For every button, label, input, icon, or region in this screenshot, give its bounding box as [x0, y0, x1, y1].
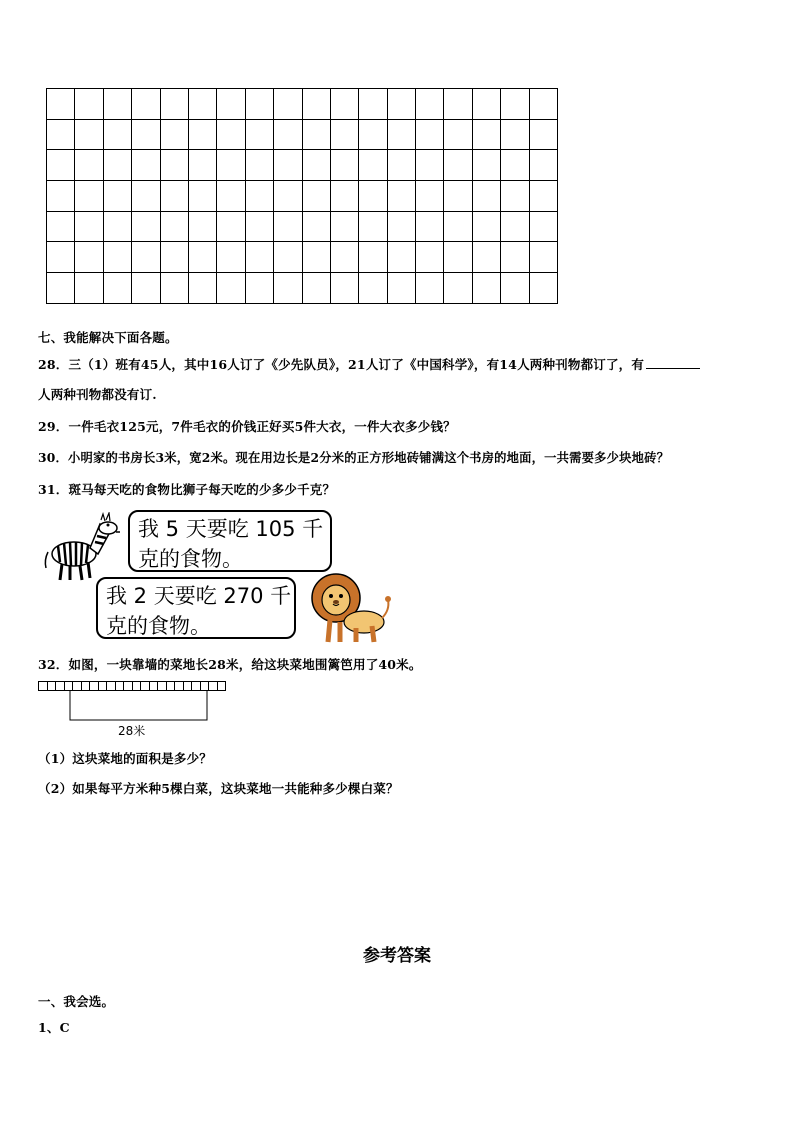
- grid-cell[interactable]: [529, 181, 557, 212]
- grid-cell[interactable]: [47, 181, 75, 212]
- grid-row: [47, 181, 558, 212]
- grid-cell[interactable]: [501, 273, 529, 304]
- grid-cell[interactable]: [444, 211, 472, 242]
- zebra-illustration: [40, 512, 120, 582]
- grid-cell[interactable]: [217, 89, 245, 120]
- lion-speech-bubble: [96, 577, 296, 639]
- grid-cell[interactable]: [359, 119, 387, 150]
- grid-cell[interactable]: [274, 273, 302, 304]
- grid-cell[interactable]: [529, 150, 557, 181]
- answer-grid: [46, 88, 558, 304]
- grid-cell[interactable]: [217, 242, 245, 273]
- grid-cell[interactable]: [302, 150, 330, 181]
- grid-cell[interactable]: [330, 150, 358, 181]
- grid-cell[interactable]: [444, 273, 472, 304]
- grid-cell[interactable]: [160, 242, 188, 273]
- grid-cell[interactable]: [472, 273, 500, 304]
- grid-cell[interactable]: [472, 242, 500, 273]
- grid-cell[interactable]: [160, 273, 188, 304]
- garden-figure: [66, 690, 212, 724]
- grid-cell[interactable]: [103, 273, 131, 304]
- grid-cell[interactable]: [75, 242, 103, 273]
- grid-cell[interactable]: [387, 273, 415, 304]
- grid-cell[interactable]: [416, 211, 444, 242]
- grid-cell[interactable]: [302, 181, 330, 212]
- grid-cell[interactable]: [245, 89, 273, 120]
- grid-cell[interactable]: [188, 150, 216, 181]
- grid-cell[interactable]: [529, 273, 557, 304]
- grid-cell[interactable]: [529, 242, 557, 273]
- zebra-speech-bubble: [128, 510, 332, 572]
- grid-cell[interactable]: [47, 89, 75, 120]
- grid-cell[interactable]: [416, 119, 444, 150]
- grid-cell[interactable]: [359, 273, 387, 304]
- grid-cell[interactable]: [387, 150, 415, 181]
- answer-blank[interactable]: [646, 356, 700, 369]
- grid-cell[interactable]: [245, 150, 273, 181]
- grid-cell[interactable]: [103, 119, 131, 150]
- grid-cell[interactable]: [529, 211, 557, 242]
- grid-cell[interactable]: [103, 211, 131, 242]
- grid-cell[interactable]: [330, 119, 358, 150]
- grid-cell[interactable]: [132, 181, 160, 212]
- zebra-bubble-line-2: 克的食物。: [138, 547, 243, 571]
- grid-cell[interactable]: [472, 89, 500, 120]
- question-29: 29．一件毛衣125元，7件毛衣的价钱正好买5件大衣，一件大衣多少钱？: [38, 419, 456, 434]
- grid-cell[interactable]: [132, 119, 160, 150]
- grid-cell[interactable]: [274, 150, 302, 181]
- grid-cell[interactable]: [160, 211, 188, 242]
- question-32: 32．如图，一块靠墙的菜地长28米，给这块菜地围篱笆用了40米。: [38, 657, 422, 672]
- grid-row: [47, 119, 558, 150]
- grid-cell[interactable]: [330, 242, 358, 273]
- question-30: 30．小明家的书房长3米，宽2米。现在用边长是2分米的正方形地砖铺满这个书房的地面，一共需要多少块地砖？: [38, 450, 670, 465]
- question-31: 31．斑马每天吃的食物比狮子每天吃的少多少千克？: [38, 482, 336, 497]
- grid-cell[interactable]: [47, 150, 75, 181]
- grid-cell[interactable]: [330, 273, 358, 304]
- grid-cell[interactable]: [472, 181, 500, 212]
- grid-cell[interactable]: [444, 119, 472, 150]
- grid-cell[interactable]: [160, 150, 188, 181]
- grid-cell[interactable]: [302, 119, 330, 150]
- grid-cell[interactable]: [359, 211, 387, 242]
- grid-cell[interactable]: [416, 181, 444, 212]
- grid-cell[interactable]: [330, 181, 358, 212]
- grid-cell[interactable]: [501, 181, 529, 212]
- grid-cell[interactable]: [217, 150, 245, 181]
- wall-brick: [217, 681, 227, 691]
- grid-cell[interactable]: [188, 273, 216, 304]
- grid-cell[interactable]: [75, 89, 103, 120]
- grid-cell[interactable]: [529, 119, 557, 150]
- grid-row: [47, 150, 558, 181]
- lion-bubble-line-1: 我 2 天要吃 270 千: [106, 584, 292, 608]
- grid-cell[interactable]: [188, 119, 216, 150]
- grid-cell[interactable]: [387, 242, 415, 273]
- grid-cell[interactable]: [501, 89, 529, 120]
- grid-cell[interactable]: [274, 119, 302, 150]
- grid-cell[interactable]: [387, 211, 415, 242]
- grid-row: [47, 242, 558, 273]
- grid-cell[interactable]: [359, 89, 387, 120]
- question-28-continued: 人两种刊物都没有订.: [38, 387, 157, 402]
- grid-cell[interactable]: [444, 150, 472, 181]
- grid-cell[interactable]: [444, 181, 472, 212]
- grid-cell[interactable]: [444, 242, 472, 273]
- grid-cell[interactable]: [387, 119, 415, 150]
- grid-cell[interactable]: [302, 242, 330, 273]
- grid-cell[interactable]: [245, 242, 273, 273]
- question-32-sub-1: （1）这块菜地的面积是多少？: [38, 751, 212, 766]
- grid-cell[interactable]: [472, 119, 500, 150]
- grid-cell[interactable]: [472, 211, 500, 242]
- grid-cell[interactable]: [444, 89, 472, 120]
- lion-illustration: [306, 570, 392, 644]
- grid-cell[interactable]: [132, 273, 160, 304]
- grid-cell[interactable]: [472, 150, 500, 181]
- garden-length-label: 28米: [118, 724, 146, 738]
- grid-cell[interactable]: [274, 242, 302, 273]
- grid-row: [47, 89, 558, 120]
- grid-cell[interactable]: [217, 181, 245, 212]
- grid-cell[interactable]: [274, 89, 302, 120]
- grid-cell[interactable]: [75, 181, 103, 212]
- lion-bubble-line-2: 克的食物。: [106, 614, 211, 638]
- grid-cell[interactable]: [103, 150, 131, 181]
- grid-cell[interactable]: [302, 89, 330, 120]
- answers-section-heading: 一、我会选。: [38, 994, 115, 1009]
- question-32-sub-2: （2）如果每平方米种5棵白菜，这块菜地一共能种多少棵白菜？: [38, 781, 399, 796]
- grid-cell[interactable]: [75, 119, 103, 150]
- grid-cell[interactable]: [47, 273, 75, 304]
- grid-cell[interactable]: [330, 89, 358, 120]
- grid-cell[interactable]: [217, 119, 245, 150]
- grid-cell[interactable]: [75, 273, 103, 304]
- answer-1: 1、C: [38, 1020, 70, 1035]
- question-28: [38, 355, 700, 373]
- grid-cell[interactable]: [359, 181, 387, 212]
- grid-cell[interactable]: [416, 242, 444, 273]
- grid-cell[interactable]: [47, 119, 75, 150]
- grid-cell[interactable]: [245, 119, 273, 150]
- grid-cell[interactable]: [330, 211, 358, 242]
- question-28-text: 28．三（1）班有45人，其中16人订了《少先队员》，21人订了《中国科学》，有14人两种刊物都订了，有: [38, 357, 645, 372]
- answers-title: 参考答案: [363, 946, 431, 966]
- grid-cell[interactable]: [359, 242, 387, 273]
- grid-cell[interactable]: [132, 150, 160, 181]
- grid-cell[interactable]: [132, 211, 160, 242]
- grid-cell[interactable]: [274, 211, 302, 242]
- grid-cell[interactable]: [302, 211, 330, 242]
- grid-cell[interactable]: [416, 273, 444, 304]
- grid-cell[interactable]: [217, 273, 245, 304]
- grid-cell[interactable]: [245, 211, 273, 242]
- grid-cell[interactable]: [501, 150, 529, 181]
- grid-row: [47, 211, 558, 242]
- grid-cell[interactable]: [188, 89, 216, 120]
- grid-cell[interactable]: [188, 211, 216, 242]
- grid-cell[interactable]: [245, 181, 273, 212]
- grid-cell[interactable]: [132, 242, 160, 273]
- grid-row: [47, 273, 558, 304]
- grid-cell[interactable]: [359, 150, 387, 181]
- grid-cell[interactable]: [416, 89, 444, 120]
- grid-cell[interactable]: [103, 181, 131, 212]
- grid-cell[interactable]: [501, 119, 529, 150]
- grid-cell[interactable]: [132, 89, 160, 120]
- grid-cell[interactable]: [274, 181, 302, 212]
- grid-cell[interactable]: [47, 242, 75, 273]
- grid-cell[interactable]: [387, 181, 415, 212]
- grid-cell[interactable]: [47, 211, 75, 242]
- grid-cell[interactable]: [160, 89, 188, 120]
- grid-cell[interactable]: [217, 211, 245, 242]
- grid-cell[interactable]: [188, 242, 216, 273]
- grid-cell[interactable]: [245, 273, 273, 304]
- zebra-bubble-line-1: 我 5 天要吃 105 千: [138, 517, 324, 541]
- grid-cell[interactable]: [416, 150, 444, 181]
- grid-cell[interactable]: [501, 211, 529, 242]
- grid-cell[interactable]: [103, 89, 131, 120]
- grid-cell[interactable]: [302, 273, 330, 304]
- grid-cell[interactable]: [501, 242, 529, 273]
- grid-cell[interactable]: [529, 89, 557, 120]
- grid-cell[interactable]: [75, 211, 103, 242]
- grid-cell[interactable]: [387, 89, 415, 120]
- grid-cell[interactable]: [160, 119, 188, 150]
- grid-cell[interactable]: [188, 181, 216, 212]
- grid-cell[interactable]: [103, 242, 131, 273]
- section-heading: 七、我能解决下面各题。: [38, 330, 178, 345]
- grid-cell[interactable]: [160, 181, 188, 212]
- grid-cell[interactable]: [75, 150, 103, 181]
